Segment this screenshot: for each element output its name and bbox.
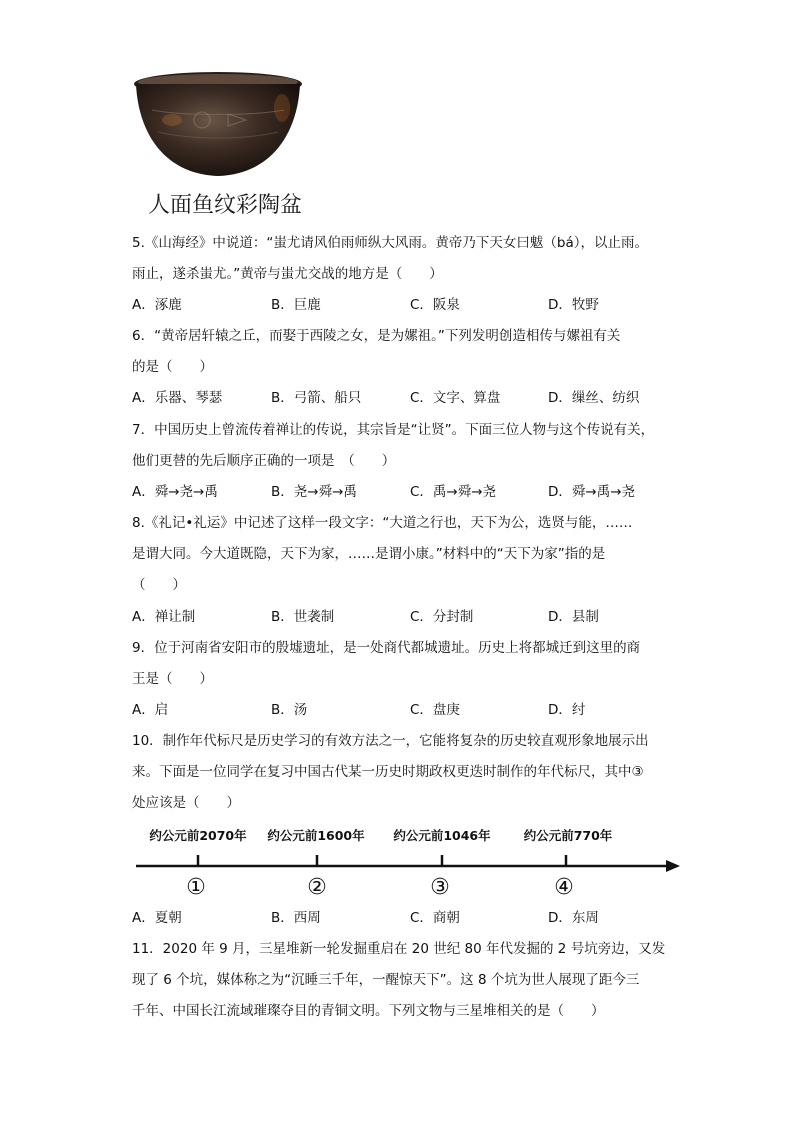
option-c: C．盘庚 (410, 702, 460, 718)
option-a: A．启 (132, 702, 169, 718)
question-7-line-1: 7．中国历史上曾流传着禅让的传说，其宗旨是“让贤”。下面三位人物与这个传说有关， (132, 422, 655, 438)
question-6-line-2: 的是（ ） (132, 359, 213, 375)
question-10-line-3: 处应该是（ ） (132, 795, 240, 811)
question-8-line-1: 8.《礼记•礼运》中记述了这样一段文字：“大道之行也，天下为公，选贤与能，…… (132, 515, 633, 531)
option-b: B．汤 (271, 702, 308, 718)
option-d: D．县制 (548, 609, 599, 625)
option-c: C．文字、算盘 (410, 390, 501, 406)
option-a: A．乐器、琴瑟 (132, 390, 223, 406)
timeline-year-4: 约公元前770年 (523, 828, 613, 843)
option-a: A．舜→尧→禹 (132, 484, 218, 500)
timeline-marker-4: ④ (554, 875, 574, 900)
option-d: D．缫丝、纺织 (548, 390, 640, 406)
timeline-marker-1: ① (186, 875, 206, 900)
painted-pottery-basin-image (132, 70, 304, 182)
option-b: B．尧→舜→禹 (271, 484, 357, 500)
option-c: C．分封制 (410, 609, 474, 625)
option-b: B．西周 (271, 910, 321, 926)
option-d: D．纣 (548, 702, 586, 718)
timeline-arrowhead (666, 860, 680, 872)
option-c: C．商朝 (410, 910, 460, 926)
question-8-line-3: （ ） (132, 577, 186, 593)
question-7-line-2: 他们更替的先后顺序正确的一项是 （ ） (132, 453, 396, 469)
option-c: C．禹→舜→尧 (410, 484, 497, 500)
question-10-line-1: 10．制作年代标尺是历史学习的有效方法之一，它能将复杂的历史较直观形象地展示出 (132, 733, 649, 749)
question-9-line-1: 9．位于河南省安阳市的殷墟遗址，是一处商代都城遗址。历史上将都城迁到这里的商 (132, 640, 641, 656)
option-b: B．巨鹿 (271, 297, 321, 313)
timeline-ruler (130, 822, 686, 902)
question-9-line-2: 王是（ ） (132, 671, 213, 687)
option-a: A．涿鹿 (132, 297, 182, 313)
question-5-line-1: 5.《山海经》中说道：“蚩尤请风伯雨师纵大风雨。黄帝乃下天女曰魃（bá），以止雨。 (132, 235, 648, 251)
option-d: D．东周 (548, 910, 599, 926)
option-d: D．舜→禹→尧 (548, 484, 636, 500)
image-caption: 人面鱼纹彩陶盆 (148, 193, 303, 218)
question-8-line-2: 是谓大同。今大道既隐，天下为家，……是谓小康。”材料中的“天下为家”指的是 (132, 546, 606, 562)
option-a: A．夏朝 (132, 910, 182, 926)
option-b: B．弓箭、船只 (271, 390, 362, 406)
option-b: B．世袭制 (271, 609, 335, 625)
option-a: A．禅让制 (132, 609, 196, 625)
question-11-line-3: 千年、中国长江流域璀璨夺目的青铜文明。下列文物与三星堆相关的是（ ） (132, 1003, 605, 1019)
timeline-year-2: 约公元前1600年 (267, 828, 365, 843)
timeline-year-3: 约公元前1046年 (393, 828, 491, 843)
question-10-line-2: 来。下面是一位同学在复习中国古代某一历史时期政权更迭时制作的年代标尺，其中③ (132, 764, 644, 780)
question-5-line-2: 雨止，遂杀蚩尤。”黄帝与蚩尤交战的地方是（ ） (132, 266, 443, 282)
question-6-line-1: 6．“黄帝居轩辕之丘，而娶于西陵之女，是为嫘祖。”下列发明创造相传与嫘祖有关 (132, 328, 621, 344)
timeline-year-1: 约公元前2070年 (149, 828, 247, 843)
option-c: C．阪泉 (410, 297, 460, 313)
question-11-line-1: 11．2020 年 9 月，三星堆新一轮发掘重启在 20 世纪 80 年代发掘的 2 号坑旁边，又发 (132, 941, 666, 957)
option-d: D．牧野 (548, 297, 599, 313)
timeline-marker-2: ② (307, 875, 327, 900)
timeline-marker-3: ③ (430, 875, 450, 900)
question-11-line-2: 现了 6 个坑，媒体称之为“沉睡三千年，一醒惊天下”。这 8 个坑为世人展现了距今三 (132, 972, 640, 988)
